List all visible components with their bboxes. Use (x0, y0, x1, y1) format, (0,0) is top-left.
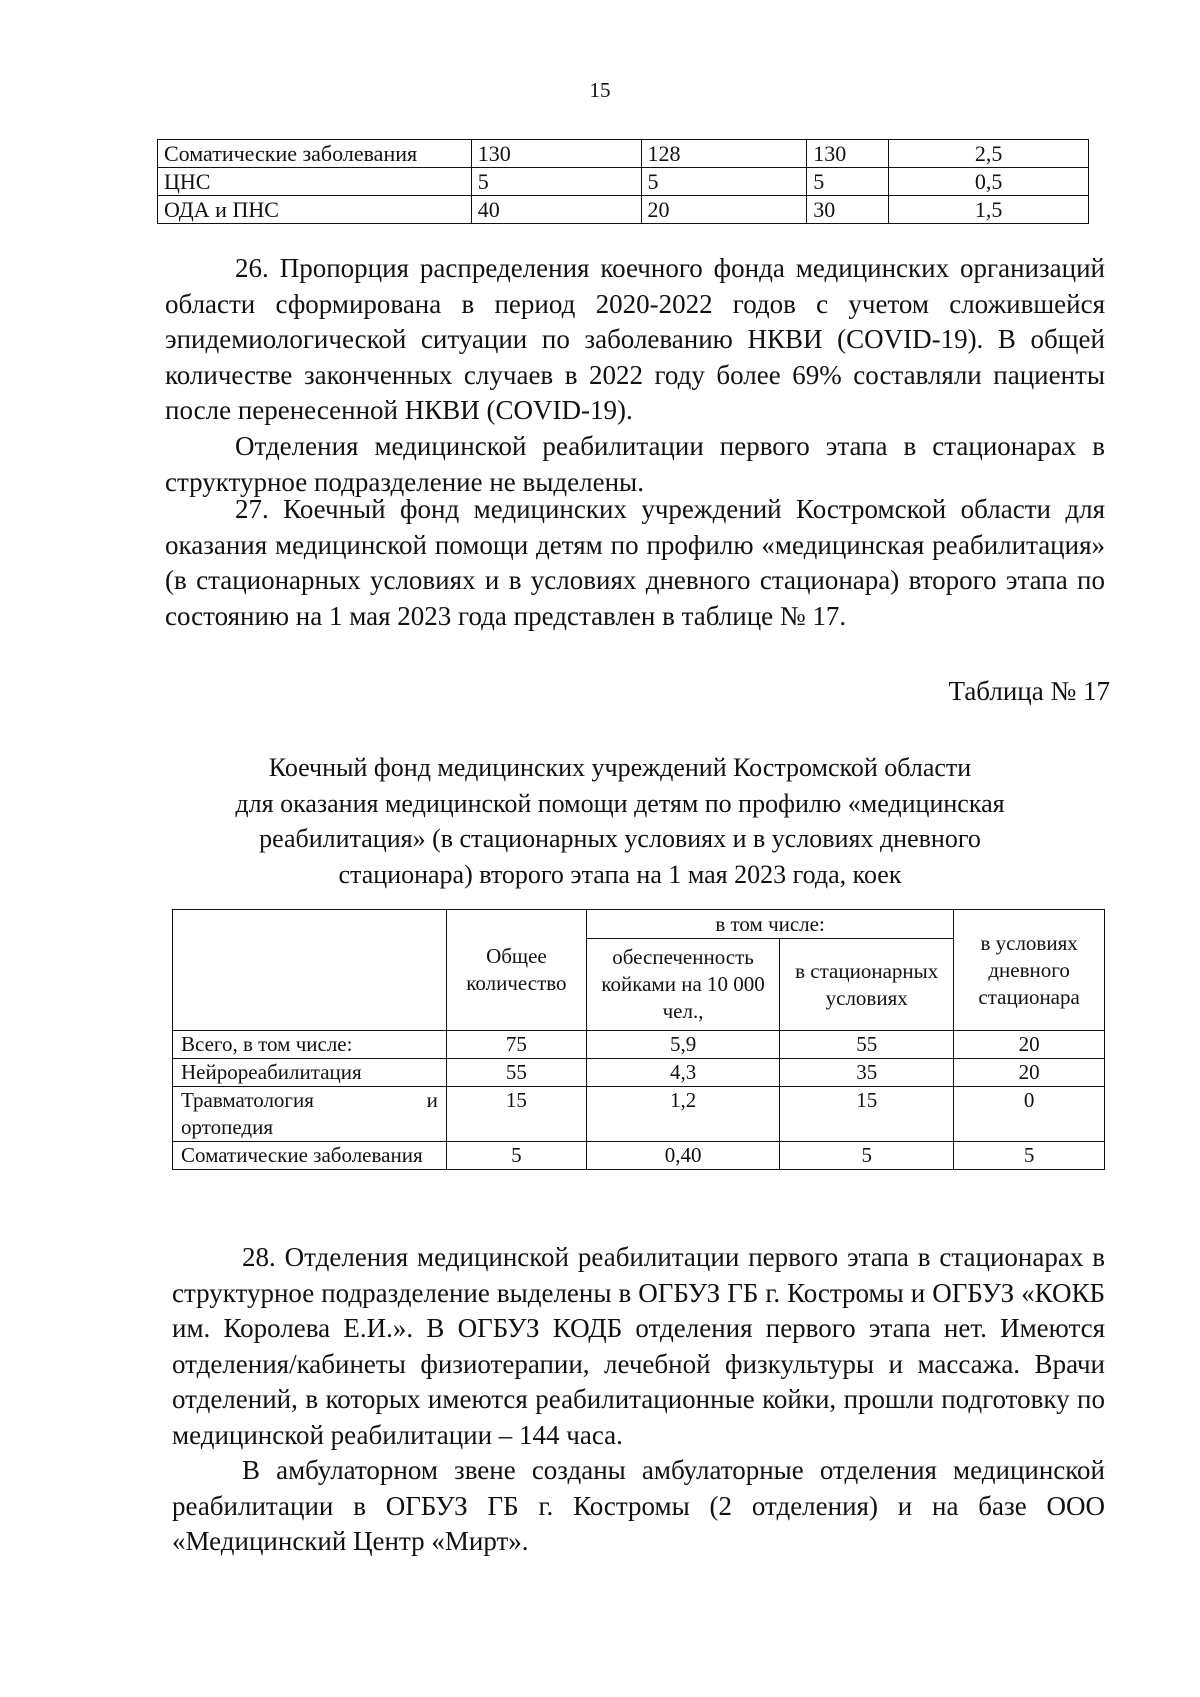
table-row (173, 1087, 1105, 1142)
cell-inpatient: 15 (780, 1087, 954, 1142)
table-row (158, 196, 1089, 224)
page-number: 15 (589, 78, 611, 102)
cell-total: 5 (446, 1142, 586, 1170)
paragraph-28: 28. Отделения медицинской реабилитации первого этапа в стационарах в структурное подразделение выделены в ОГБУЗ ГБ г. Костромы и ОГБУЗ «КОКБ им. Королева Е.И.». В ОГБУЗ КОДБ отделения первого этапа нет. Имеются отделения/кабинеты физиотерапии, лечебной физкультуры и массажа. Врачи отделений, в которых имеются реабилитационные койки, прошли подготовку по медицинской реабилитации – 144 часа. (172, 1242, 1105, 1450)
cell-total: 55 (446, 1059, 586, 1087)
cell-day: 20 (954, 1059, 1105, 1087)
table-cell: ЦНС (158, 168, 472, 196)
table-cell: ОДА и ПНС (158, 196, 472, 224)
table-header-row (173, 910, 1105, 939)
header-inpatient: в стационарных условиях (780, 939, 954, 1031)
table-row (173, 1142, 1105, 1170)
cell-total: 75 (446, 1031, 586, 1059)
row-label: Соматические заболевания (173, 1142, 447, 1170)
table-title-line: стационара) второго этапа на 1 мая 2023 года, коек (338, 859, 902, 889)
table-cell: 40 (471, 196, 641, 224)
paragraph-26-continued: Отделения медицинской реабилитации первого этапа в стационарах в структурное подразделение не выделены. (165, 431, 1105, 497)
row-label-part: и (426, 1088, 438, 1112)
header-including: в том числе: (586, 910, 953, 939)
cell-total: 15 (446, 1087, 586, 1142)
table-row (158, 168, 1089, 196)
table-label: Таблица № 17 (948, 676, 1110, 706)
header-provision: обеспеченность койками на 10 000 чел., (586, 939, 779, 1031)
table-cell: 130 (807, 140, 889, 168)
table-row (173, 1059, 1105, 1087)
table-cell: 30 (807, 196, 889, 224)
paragraph-26: 26. Пропорция распределения коечного фонда медицинских организаций области сформирована в период 2020-2022 годов с учетом сложившейся эпидемиологической ситуации по заболеванию НКВИ (COVID-19). В общей количестве законченных случаев в 2022 году более 69% составляли пациенты после перенесенной НКВИ (COVID-19). (165, 253, 1105, 425)
row-label: Нейрореабилитация (173, 1059, 447, 1087)
table-row (173, 1031, 1105, 1059)
table-cell: 128 (641, 140, 807, 168)
header-day-hospital: в условиях дневного стационара (954, 910, 1105, 1031)
table-cell: 5 (807, 168, 889, 196)
table-title-line: реабилитация» (в стационарных условиях и в условиях дневного (259, 824, 981, 853)
table-cell: 5 (471, 168, 641, 196)
table-cell: Соматические заболевания (158, 140, 472, 168)
cell-provision: 4,3 (586, 1059, 779, 1087)
paragraph-27: 27. Коечный фонд медицинских учреждений Костромской области для оказания медицинской помощи детям по профилю «медицинская реабилитация» (в стационарных условиях и в условиях дневного стационара) второго этапа по состоянию на 1 мая 2023 года представлен в таблице № 17. (165, 494, 1105, 631)
continued-table (157, 139, 1089, 224)
cell-inpatient: 5 (780, 1142, 954, 1170)
paragraph-28-continued: В амбулаторном звене созданы амбулаторные отделения медицинской реабилитации в ОГБУЗ ГБ г. Костромы (2 отделения) и на базе ООО «Медицинский Центр «Мирт». (172, 1455, 1105, 1556)
row-label-line (181, 1087, 438, 1114)
cell-inpatient: 55 (780, 1031, 954, 1059)
table-cell: 2,5 (889, 140, 1089, 168)
table-title-line: для оказания медицинской помощи детям по профилю «медицинская (235, 788, 1005, 818)
cell-provision: 0,40 (586, 1142, 779, 1170)
cell-day: 20 (954, 1031, 1105, 1059)
table-row (158, 140, 1089, 168)
row-label (173, 1087, 447, 1142)
table-title-line: Коечный фонд медицинских учреждений Костромской области (268, 753, 972, 782)
header-total: Общее количество (446, 910, 586, 1031)
empty-header-cell (173, 910, 447, 1031)
table-title (160, 750, 1080, 892)
table-cell: 1,5 (889, 196, 1089, 224)
cell-inpatient: 35 (780, 1059, 954, 1087)
table-cell: 20 (641, 196, 807, 224)
cell-day: 5 (954, 1142, 1105, 1170)
row-label: Всего, в том числе: (173, 1031, 447, 1059)
cell-day: 0 (954, 1087, 1105, 1142)
table-cell: 130 (471, 140, 641, 168)
bed-fund-table (172, 909, 1105, 1170)
row-label-part: Травматология (181, 1088, 314, 1112)
cell-provision: 1,2 (586, 1087, 779, 1142)
row-label-part: ортопедия (181, 1115, 273, 1139)
table-cell: 5 (641, 168, 807, 196)
cell-provision: 5,9 (586, 1031, 779, 1059)
table-cell: 0,5 (889, 168, 1089, 196)
